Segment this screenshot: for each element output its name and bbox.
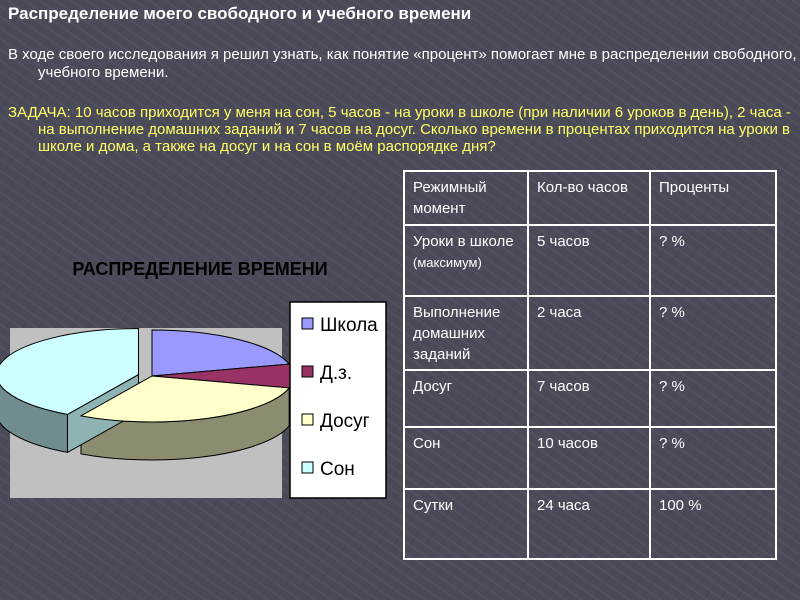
header-hours: Кол-во часов: [528, 171, 650, 225]
legend-label: Школа: [320, 315, 378, 336]
header-moment: Режимный момент: [404, 171, 528, 225]
table-row: [404, 427, 776, 489]
row-moment: [404, 225, 528, 296]
row-moment-label: Уроки в школе: [413, 233, 514, 250]
row-hours: 2 часа: [528, 296, 650, 370]
row-moment-note: (максимум): [413, 255, 482, 270]
intro-text: В ходе своего исследования я решил узнать, как понятие «процент» помогает мне в распределении свободного, учебного времени.: [8, 46, 797, 81]
table-row: [404, 225, 776, 296]
table-row: [404, 370, 776, 427]
row-hours: 5 часов: [528, 225, 650, 296]
task-text: ЗАДАЧА: 10 часов приходится у меня на сон, 5 часов - на уроки в школе (при наличии 6 уроков в день), 2 часа - на выполнение домашних заданий и 7 часов на досуг. Сколько времени в процентах приходится на уроки в школе и дома, а также на досуг и на сон в моём распорядке дня?: [8, 104, 791, 155]
legend-swatch: [302, 366, 313, 377]
legend-label: Сон: [320, 459, 355, 480]
legend-swatch: [302, 414, 313, 425]
row-percent: ? %: [650, 296, 776, 370]
table-row: [404, 296, 776, 370]
row-hours: 10 часов: [528, 427, 650, 489]
row-moment: Сон: [404, 427, 528, 489]
hours-table: [403, 170, 777, 560]
legend-swatch: [302, 462, 313, 473]
row-moment: Сутки: [404, 489, 528, 559]
chart-legend: [290, 302, 386, 498]
header-percent: Проценты: [650, 171, 776, 225]
row-percent: ? %: [650, 370, 776, 427]
row-percent: ? %: [650, 225, 776, 296]
pie-chart: [0, 250, 400, 510]
legend-swatch: [302, 318, 313, 329]
table-header-row: [404, 171, 776, 225]
legend-label: Д.з.: [320, 363, 353, 384]
row-hours: 24 часа: [528, 489, 650, 559]
table-row: [404, 489, 776, 559]
row-percent: ? %: [650, 427, 776, 489]
row-hours: 7 часов: [528, 370, 650, 427]
row-moment: Выполнение домашних заданий: [404, 296, 528, 370]
row-percent: 100 %: [650, 489, 776, 559]
row-moment: Досуг: [404, 370, 528, 427]
slide-title: Распределение моего свободного и учебного времени: [8, 4, 472, 23]
legend-label: Досуг: [320, 411, 370, 432]
chart-title: РАСПРЕДЕЛЕНИЕ ВРЕМЕНИ: [72, 259, 328, 279]
